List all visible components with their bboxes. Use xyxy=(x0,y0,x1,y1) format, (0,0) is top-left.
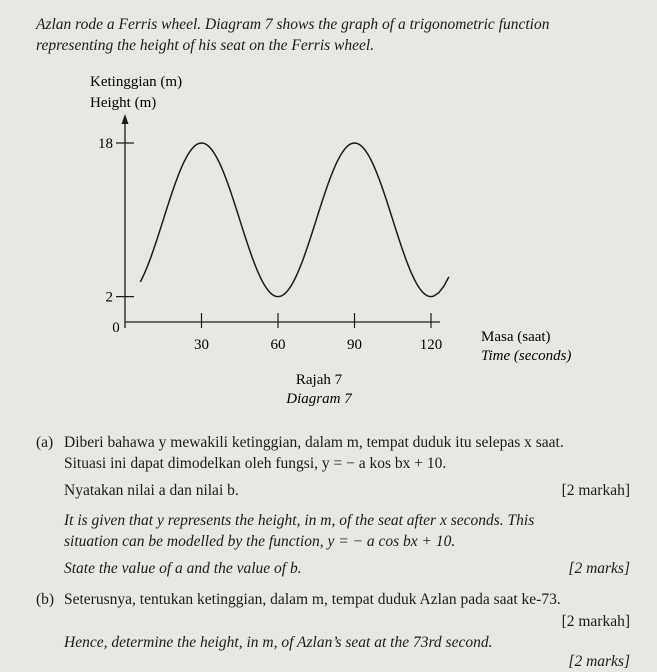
part-a-en-line-2: situation can be modelled by the function, y = − a cos bx + 10. xyxy=(64,533,456,550)
x-tick-label-90: 90 xyxy=(347,337,362,353)
y-axis-label-en: Height (m) xyxy=(90,95,157,111)
part-a-ms-line-2: Situasi ini dapat dimodelkan oleh fungsi, y = − a kos bx + 10. xyxy=(64,455,447,472)
part-a-en-line-1: It is given that y represents the height, in m, of the seat after x seconds. This xyxy=(64,512,535,529)
origin-label: 0 xyxy=(112,320,120,336)
question-intro xyxy=(36,14,646,56)
ferris-wheel-graph xyxy=(0,70,657,410)
x-axis-label-ms: Masa (saat) xyxy=(481,329,551,345)
part-b-en-line-1: Hence, determine the height, in m, of Azlan’s seat at the 73rd second. xyxy=(64,634,493,651)
y-axis-arrow xyxy=(122,114,129,124)
height-curve xyxy=(140,143,449,297)
intro-line-1: Azlan rode a Ferris wheel. Diagram 7 shows the graph of a trigonometric function xyxy=(36,16,550,33)
part-a-ms-marks: [2 markah] xyxy=(561,482,630,499)
part-b-label: (b) xyxy=(36,591,55,608)
caption-en: Diagram 7 xyxy=(286,391,352,407)
y-axis-label-ms: Ketinggian (m) xyxy=(90,74,183,90)
x-axis-label-en: Time (seconds) xyxy=(481,348,572,364)
part-a-ms-line-3: Nyatakan nilai a dan nilai b. xyxy=(64,482,239,499)
caption-ms: Rajah 7 xyxy=(295,372,343,388)
part-a-ms-line-1: Diberi bahawa y mewakili ketinggian, dalam m, tempat duduk itu selepas x saat. xyxy=(64,434,564,451)
x-tick-label-60: 60 xyxy=(270,337,286,353)
part-b-ms-marks: [2 markah] xyxy=(561,613,630,630)
y-tick-label-18: 18 xyxy=(98,136,113,152)
x-tick-label-30: 30 xyxy=(194,337,209,353)
x-tick-label-120: 120 xyxy=(419,337,443,353)
intro-line-2: representing the height of his seat on the Ferris wheel. xyxy=(36,37,375,54)
part-b-ms-line-1: Seterusnya, tentukan ketinggian, dalam m, tempat duduk Azlan pada saat ke-73. xyxy=(64,591,561,608)
part-a-en-line-3: State the value of a and the value of b. xyxy=(64,560,302,577)
part-b-en-marks: [2 marks] xyxy=(568,653,630,670)
part-a-label: (a) xyxy=(36,434,54,451)
y-tick-label-2: 2 xyxy=(105,289,113,306)
part-a-en-marks: [2 marks] xyxy=(568,560,630,577)
